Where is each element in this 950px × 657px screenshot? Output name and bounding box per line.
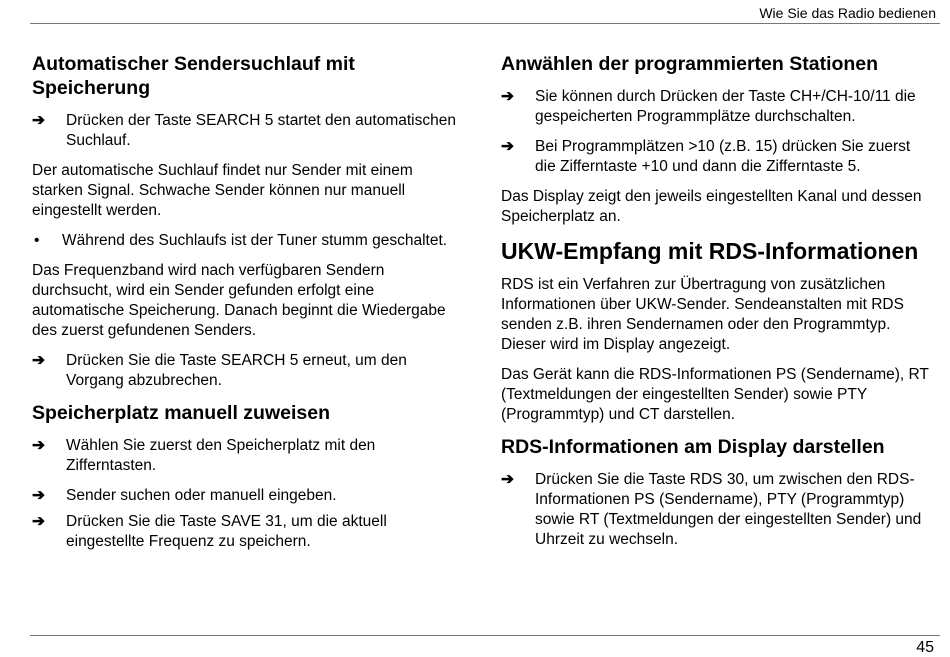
left-column	[32, 52, 462, 562]
section-rds	[501, 237, 931, 425]
bullet-icon: •	[34, 232, 40, 249]
arrow-icon: ➔	[32, 513, 45, 530]
arrow-icon: ➔	[501, 138, 514, 155]
right-column	[501, 52, 931, 560]
bullet-item	[32, 231, 462, 251]
paragraph: Das Gerät kann die RDS-Informationen PS (Sendername), RT (Textmeldungen der eingestellten Sender) sowie PTY (Programmtyp) und CT darstellen.	[501, 366, 929, 423]
step-text: Bei Programmplätzen >10 (z.B. 15) drücken Sie zuerst die Zifferntaste +10 und dann die Zifferntaste 5.	[535, 138, 911, 175]
arrow-icon: ➔	[501, 88, 514, 105]
instruction-step	[501, 470, 931, 550]
paragraph: Das Display zeigt den jeweils eingestellten Kanal und dessen Speicherplatz an.	[501, 188, 922, 225]
section-rds-display	[501, 435, 931, 550]
arrow-icon: ➔	[32, 112, 45, 129]
section-auto-search	[32, 52, 462, 391]
section-select-stations	[501, 52, 931, 227]
arrow-icon: ➔	[32, 437, 45, 454]
instruction-step	[32, 512, 462, 552]
section-heading: Automatischer Sendersuchlauf mit Speicherung	[32, 53, 355, 99]
instruction-step	[32, 436, 462, 476]
footer-rule	[30, 635, 940, 636]
step-text: Sie können durch Drücken der Taste CH+/CH-10/11 die gespeicherten Programmplätze durchschalten.	[535, 88, 916, 125]
paragraph: Das Frequenzband wird nach verfügbaren Sendern durchsucht, wird ein Sender gefunden erfolgt eine automatische Speicherung. Danach beginnt die Wiedergabe des zuerst gefundenen Senders.	[32, 262, 446, 339]
section-heading: Anwählen der programmierten Stationen	[501, 53, 879, 75]
arrow-icon: ➔	[501, 471, 514, 488]
step-text: Drücken der Taste SEARCH 5 startet den automatischen Suchlauf.	[66, 112, 456, 149]
instruction-step	[32, 111, 462, 151]
running-header: Wie Sie das Radio bedienen	[759, 5, 936, 21]
bullet-text: Während des Suchlaufs ist der Tuner stumm geschaltet.	[62, 232, 448, 249]
paragraph: RDS ist ein Verfahren zur Übertragung von zusätzlichen Informationen über UKW-Sender. Sendeanstalten mit RDS senden z.B. ihren Sendernamen oder den Programmtyp. Dieser wird im Display angezeigt.	[501, 276, 904, 353]
chapter-heading: UKW-Empfang mit RDS-Informationen	[501, 238, 919, 264]
step-text: Sender suchen oder manuell eingeben.	[66, 487, 337, 504]
paragraph: Der automatische Suchlauf findet nur Sender mit einem starken Signal. Schwache Sender können nur manuell eingestellt werden.	[32, 162, 413, 219]
step-text: Drücken Sie die Taste SAVE 31, um die aktuell eingestellte Frequenz zu speichern.	[66, 513, 387, 550]
instruction-step	[501, 137, 931, 177]
instruction-step	[501, 87, 931, 127]
page-number: 45	[916, 639, 934, 656]
section-manual-memory	[32, 401, 462, 552]
arrow-icon: ➔	[32, 352, 45, 369]
step-text: Drücken Sie die Taste SEARCH 5 erneut, um den Vorgang abzubrechen.	[66, 352, 407, 389]
step-text: Wählen Sie zuerst den Speicherplatz mit den Zifferntasten.	[66, 437, 376, 474]
instruction-step	[32, 486, 462, 506]
arrow-icon: ➔	[32, 487, 45, 504]
instruction-step	[32, 351, 462, 391]
section-heading: RDS-Informationen am Display darstellen	[501, 436, 885, 458]
header-rule	[30, 23, 940, 24]
step-text: Drücken Sie die Taste RDS 30, um zwischen den RDS-Informationen PS (Sendername), PTY (Programmtyp) sowie RT (Textmeldungen der eingestellten Sender) und Uhrzeit zu wechseln.	[535, 471, 922, 548]
section-heading: Speicherplatz manuell zuweisen	[32, 402, 331, 424]
